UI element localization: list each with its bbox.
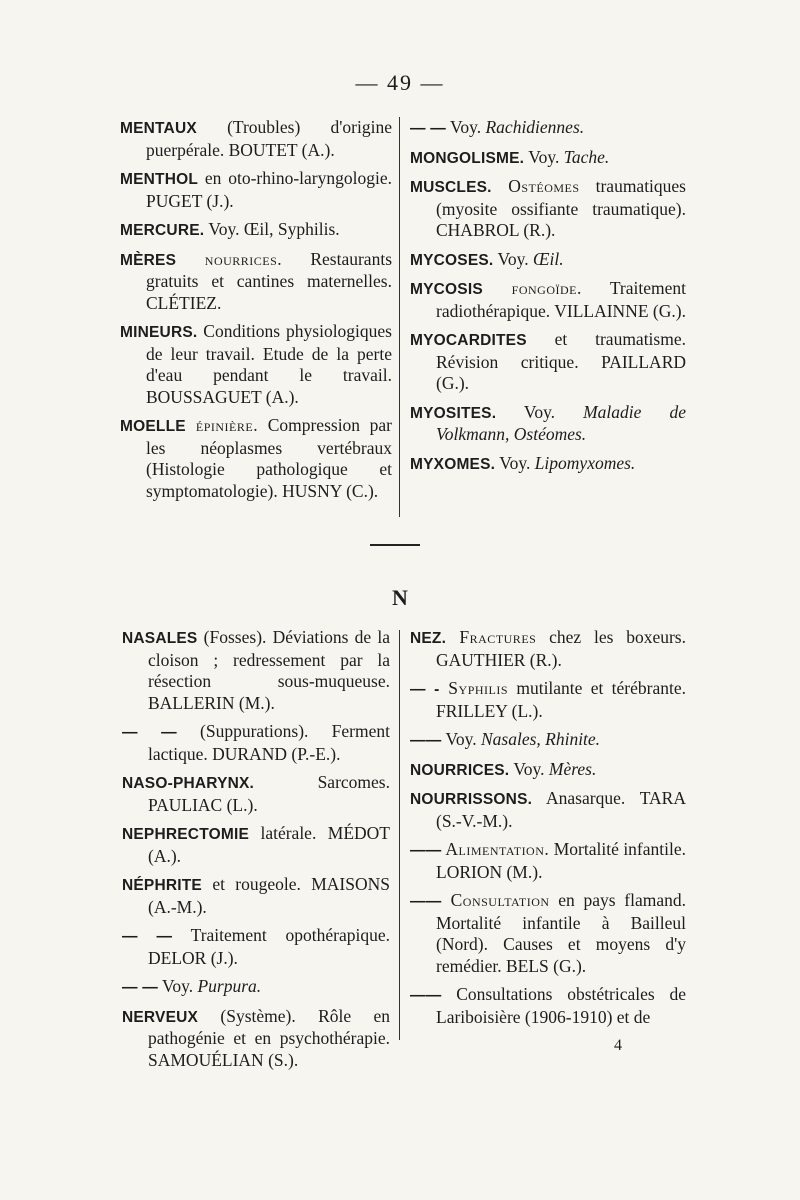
index-entry: MYOSITES. Voy. Maladie de Volkmann, Ostéomes. [410,401,686,444]
index-entry: NASALES (Fosses). Déviations de la cloison ; redressement par la résection sous-muqueuse. BALLERIN (M.). [122,627,390,713]
index-entry: NÉPHRITE et rougeole. MAISONS (A.-M.). [122,874,390,917]
index-entry: NEPHRECTOMIE latérale. MÉDOT (A.). [122,823,390,866]
index-entry: MUSCLES. Ostéomes traumatiques (myosite ossifiante traumatique). CHABROL (R.). [410,176,686,240]
left-column-bottom [122,627,390,1078]
index-entry: MYCOSIS fongoïde. Traitement radiothérapique. VILLAINNE (G.). [410,278,686,321]
index-entry: —— Voy. Nasales, Rhinite. [410,729,601,749]
index-entry: MYCOSES. Voy. Œil. [410,248,564,269]
left-column-top [120,117,392,509]
page-number: — 49 — [355,70,445,95]
right-column-top [410,117,686,482]
column-divider-bottom [399,630,400,1040]
index-entry: — — Traitement opothérapique. DELOR (J.). [122,925,390,968]
index-entry: MYOCARDITES et traumatisme. Révision critique. PAILLARD (G.). [410,329,686,393]
index-entry: — - Syphilis mutilante et térébrante. FRILLEY (L.). [410,678,686,721]
index-entry: — — Voy. Purpura. [122,976,262,996]
column-divider-top [399,117,400,517]
index-entry: —— Consultations obstétricales de Lariboisière (1906-1910) et de [410,984,686,1027]
index-entry: — — (Suppurations). Ferment lactique. DURAND (P.-E.). [122,721,390,764]
section-divider [370,544,420,546]
index-entry: — — Voy. Rachidiennes. [410,117,585,137]
index-entry: MERCURE. Voy. Œil, Syphilis. [120,219,340,239]
index-entry: NASO-PHARYNX. Sarcomes. PAULIAC (L.). [122,772,390,815]
index-entry: MYXOMES. Voy. Lipomyxomes. [410,452,636,473]
index-entry: MÈRES nourrices. Restaurants gratuits et cantines maternelles. CLÉTIEZ. [120,248,392,313]
right-column-bottom [410,627,686,1057]
index-entry: —— Alimentation. Mortalité infantile. LORION (M.). [410,839,687,882]
signature-mark: 4 [614,1037,622,1054]
index-entry: NOURRICES. Voy. Mères. [410,758,597,779]
index-entry: —— Consultation en pays flamand. Mortalité infantile à Bailleul (Nord). Causes et moyens d'y remédier. BELS (G.). [410,890,687,976]
index-entry: MINEURS. Conditions physiologiques de leur travail. Etude de la perte d'eau pendant le travail. BOUSSAGUET (A.). [120,321,392,407]
section-letter: N [392,585,408,610]
index-entry: MOELLE épinière. Compression par les néoplasmes vertébraux (Histologie pathologique et symptomatologie). HUSNY (C.). [120,415,392,501]
index-entry: MENTAUX (Troubles) d'origine puerpérale. BOUTET (A.). [120,117,392,160]
index-entry: NERVEUX (Système). Rôle en pathogénie et en psychothérapie. SAMOUÉLIAN (S.). [122,1005,390,1070]
index-entry: NEZ. Fractures chez les boxeurs. GAUTHIER (R.). [410,627,686,670]
index-entry: MENTHOL en oto-rhino-laryngologie. PUGET (J.). [120,168,392,211]
index-entry: NOURRISSONS. Anasarque. TARA (S.-V.-M.). [410,788,686,831]
index-entry: MONGOLISME. Voy. Tache. [410,146,610,167]
